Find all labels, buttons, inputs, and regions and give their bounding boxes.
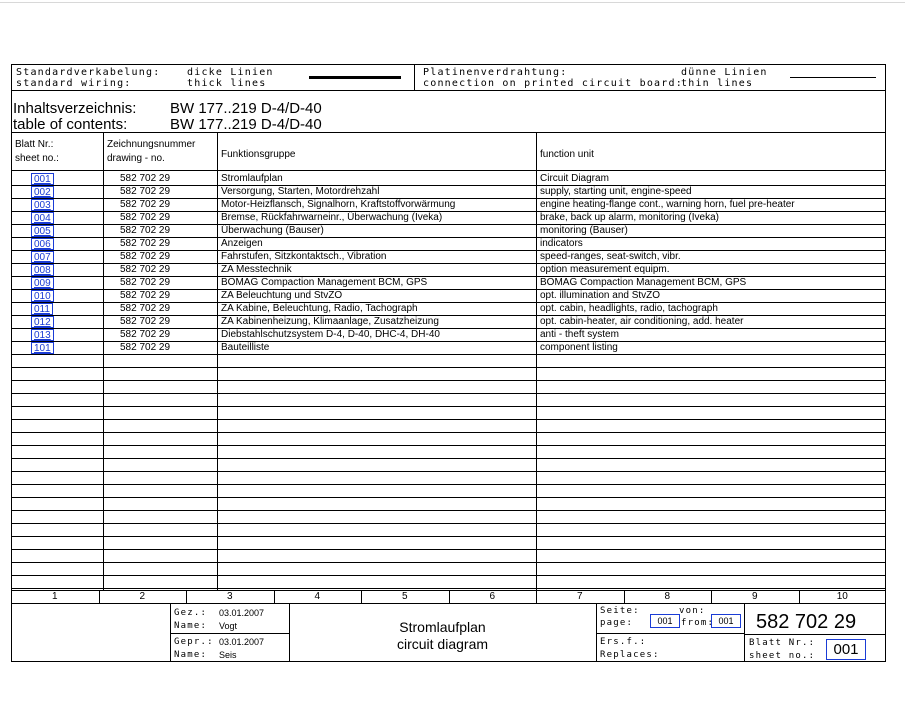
empty-row-rule xyxy=(11,562,886,563)
tb-page-en: page: xyxy=(600,618,634,628)
empty-row-rule xyxy=(11,380,886,381)
function-unit-cell: option measurement equipm. xyxy=(540,264,670,275)
tb-rule-right xyxy=(596,633,744,634)
empty-row-rule xyxy=(11,497,886,498)
sheet-link[interactable]: 013 xyxy=(31,329,54,341)
empty-row-rule xyxy=(11,393,886,394)
tb-rule-left xyxy=(170,633,289,634)
empty-row-rule xyxy=(11,419,886,420)
function-group-cell: Überwachung (Bauser) xyxy=(221,225,324,236)
tb-replaces-de: Ers.f.: xyxy=(600,637,647,647)
function-unit-cell: Circuit Diagram xyxy=(540,173,609,184)
function-group-cell: Versorgung, Starten, Motordrehzahl xyxy=(221,186,380,197)
sheet-link[interactable]: 009 xyxy=(31,277,54,289)
function-unit-cell: monitoring (Bauser) xyxy=(540,225,628,236)
grid-column-number: 10 xyxy=(836,591,848,602)
header-rule xyxy=(11,170,886,171)
grid-column-divider xyxy=(361,590,362,603)
grid-column-number: 3 xyxy=(226,591,233,602)
function-unit-cell: supply, starting unit, engine-speed xyxy=(540,186,692,197)
sheet-link[interactable]: 011 xyxy=(31,303,53,315)
tb-gepr-date: 03.01.2007 xyxy=(219,637,265,647)
empty-row-rule xyxy=(11,575,886,576)
function-group-cell: BOMAG Compaction Management BCM, GPS xyxy=(221,277,428,288)
thick-line-sample xyxy=(309,76,401,79)
empty-row-rule xyxy=(11,510,886,511)
function-group-cell: ZA Kabine, Beleuchtung, Radio, Tachograph xyxy=(221,303,418,314)
tb-of-de: von: xyxy=(679,606,706,616)
tb-replaces-en: Replaces: xyxy=(600,650,660,660)
tb-gepr-label: Gepr.: xyxy=(174,637,214,647)
grid-column-divider xyxy=(274,590,275,603)
tb-name2-label: Name: xyxy=(174,650,208,660)
col-divider-2 xyxy=(217,132,218,590)
sheet-link[interactable]: 006 xyxy=(31,238,54,250)
thin-line-sample xyxy=(790,77,876,78)
function-group-cell: ZA Kabinenheizung, Klimaanlage, Zusatzheizung xyxy=(221,316,439,327)
drawing-number-cell: 582 702 29 xyxy=(120,342,171,353)
drawing-number-cell: 582 702 29 xyxy=(120,264,171,275)
tb-name2: Seis xyxy=(219,650,237,660)
toc-title-de: Inhaltsverzeichnis: xyxy=(13,100,137,117)
toc-model-en: BW 177..219 D-4/D-40 xyxy=(170,116,322,133)
grid-column-number: 1 xyxy=(51,591,58,602)
standard-wiring-de: Standardverkabelung: xyxy=(16,67,161,78)
empty-row-rule xyxy=(11,588,886,589)
empty-row-rule xyxy=(11,367,886,368)
sheet-link[interactable]: 005 xyxy=(31,225,54,237)
pcb-wiring-de: Platinenverdrahtung: xyxy=(423,67,568,78)
grid-strip-bottom xyxy=(11,603,886,604)
tb-sheet-de: Blatt Nr.: xyxy=(749,638,816,648)
function-group-cell: Bauteilliste xyxy=(221,342,270,353)
empty-row-rule xyxy=(11,471,886,472)
pcb-wiring-en: connection on printed circuit board: xyxy=(423,78,683,89)
drawing-number-cell: 582 702 29 xyxy=(120,329,171,340)
col-header-drawing-en: drawing - no. xyxy=(107,153,165,164)
tb-sheet-en: sheet no.: xyxy=(749,651,816,661)
empty-row-rule xyxy=(11,432,886,433)
sheet-link[interactable]: 002 xyxy=(31,186,54,198)
sheet-link[interactable]: 001 xyxy=(31,173,54,185)
tb-rule-far-right xyxy=(744,634,886,635)
function-unit-cell: speed-ranges, seat-switch, vibr. xyxy=(540,251,681,262)
grid-column-number: 9 xyxy=(751,591,758,602)
grid-column-number: 7 xyxy=(576,591,583,602)
row-rule xyxy=(11,354,886,355)
col-header-sheet-en: sheet no.: xyxy=(15,153,59,164)
function-group-cell: ZA Messtechnik xyxy=(221,264,292,275)
tb-drawing-number: 582 702 29 xyxy=(756,611,857,633)
function-unit-cell: component listing xyxy=(540,342,618,353)
grid-column-divider xyxy=(711,590,712,603)
sheet-link[interactable]: 012 xyxy=(31,316,54,328)
tb-title-en: circuit diagram xyxy=(396,636,489,652)
col-header-unit: function unit xyxy=(540,149,594,160)
function-group-cell: ZA Beleuchtung und StvZO xyxy=(221,290,343,301)
grid-column-number: 2 xyxy=(139,591,146,602)
sheet-link[interactable]: 010 xyxy=(31,290,54,302)
grid-column-divider xyxy=(799,590,800,603)
thin-lines-en: thin lines xyxy=(681,78,754,89)
tb-page-de: Seite: xyxy=(600,606,640,616)
sheet-link[interactable]: 101 xyxy=(31,342,54,354)
function-group-cell: Bremse, Rückfahrwarneinr., Überwachung (Iveka) xyxy=(221,212,443,223)
function-unit-cell: BOMAG Compaction Management BCM, GPS xyxy=(540,277,747,288)
function-unit-cell: engine heating-flange cont., warning horn, fuel pre-heater xyxy=(540,199,795,210)
grid-column-number: 8 xyxy=(664,591,671,602)
thick-lines-de: dicke Linien xyxy=(187,67,274,78)
drawing-number-cell: 582 702 29 xyxy=(120,173,171,184)
drawing-number-cell: 582 702 29 xyxy=(120,303,171,314)
grid-column-number: 6 xyxy=(489,591,496,602)
empty-row-rule xyxy=(11,549,886,550)
col-divider-1 xyxy=(103,132,104,590)
drawing-number-cell: 582 702 29 xyxy=(120,186,171,197)
drawing-number-cell: 582 702 29 xyxy=(120,316,171,327)
drawing-number-cell: 582 702 29 xyxy=(120,277,171,288)
function-group-cell: Motor-Heizflansch, Signalhorn, Kraftstoffvorwärmung xyxy=(221,199,456,210)
legend-divider xyxy=(414,64,415,90)
grid-column-divider xyxy=(536,590,537,603)
tb-sheet-no[interactable]: 001 xyxy=(826,639,866,660)
drawing-number-cell: 582 702 29 xyxy=(120,225,171,236)
standard-wiring-en: standard wiring: xyxy=(16,78,132,89)
empty-row-rule xyxy=(11,458,886,459)
col-header-sheet-de: Blatt Nr.: xyxy=(15,139,54,150)
sheet-link[interactable]: 008 xyxy=(31,264,54,276)
col-header-group: Funktionsgruppe xyxy=(221,149,296,160)
col-header-drawing-de: Zeichnungsnummer xyxy=(107,139,196,150)
sheet-link[interactable]: 007 xyxy=(31,251,54,263)
tb-name1: Vogt xyxy=(219,621,238,631)
grid-column-divider xyxy=(186,590,187,603)
function-unit-cell: opt. cabin, headlights, radio, tachograph xyxy=(540,303,718,314)
col-divider-3 xyxy=(536,132,537,590)
tb-name1-label: Name: xyxy=(174,621,208,631)
sheet-link[interactable]: 004 xyxy=(31,212,54,224)
thin-lines-de: dünne Linien xyxy=(681,67,768,78)
tb-title-de: Stromlaufplan xyxy=(399,619,486,635)
drawing-number-cell: 582 702 29 xyxy=(120,251,171,262)
function-group-cell: Fahrstufen, Sitzkontaktsch., Vibration xyxy=(221,251,387,262)
empty-row-rule xyxy=(11,523,886,524)
empty-row-rule xyxy=(11,406,886,407)
toc-title-en: table of contents: xyxy=(13,116,128,133)
grid-column-divider xyxy=(99,590,100,603)
legend-bottom-rule xyxy=(11,90,886,91)
tb-of-no[interactable]: 001 xyxy=(711,614,741,628)
function-unit-cell: opt. cabin-heater, air conditioning, add. heater xyxy=(540,316,744,327)
function-unit-cell: brake, back up alarm, monitoring (Iveka) xyxy=(540,212,719,223)
function-unit-cell: opt. illumination and StvZO xyxy=(540,290,661,301)
thick-lines-en: thick lines xyxy=(187,78,267,89)
grid-column-divider xyxy=(624,590,625,603)
drawing-number-cell: 582 702 29 xyxy=(120,212,171,223)
drawing-number-cell: 582 702 29 xyxy=(120,290,171,301)
empty-row-rule xyxy=(11,536,886,537)
page-top-border xyxy=(0,2,905,3)
function-group-cell: Diebstahlschutzsystem D-4, D-40, DHC-4, DH-40 xyxy=(221,329,440,340)
tb-gez-date: 03.01.2007 xyxy=(219,608,265,618)
empty-row-rule xyxy=(11,445,886,446)
grid-column-divider xyxy=(449,590,450,603)
function-unit-cell: anti - theft system xyxy=(540,329,619,340)
drawing-number-cell: 582 702 29 xyxy=(120,199,171,210)
drawing-number-cell: 582 702 29 xyxy=(120,238,171,249)
function-group-cell: Stromlaufplan xyxy=(221,173,283,184)
grid-column-number: 5 xyxy=(401,591,408,602)
sheet-link[interactable]: 003 xyxy=(31,199,54,211)
toc-title-rule xyxy=(11,132,886,133)
toc-model-de: BW 177..219 D-4/D-40 xyxy=(170,100,322,117)
empty-row-rule xyxy=(11,484,886,485)
tb-gez-label: Gez.: xyxy=(174,608,208,618)
tb-of-en: from: xyxy=(681,618,715,628)
function-group-cell: Anzeigen xyxy=(221,238,263,249)
grid-column-number: 4 xyxy=(314,591,321,602)
tb-divider-d xyxy=(744,603,745,662)
tb-page-no[interactable]: 001 xyxy=(650,614,680,628)
function-unit-cell: indicators xyxy=(540,238,583,249)
